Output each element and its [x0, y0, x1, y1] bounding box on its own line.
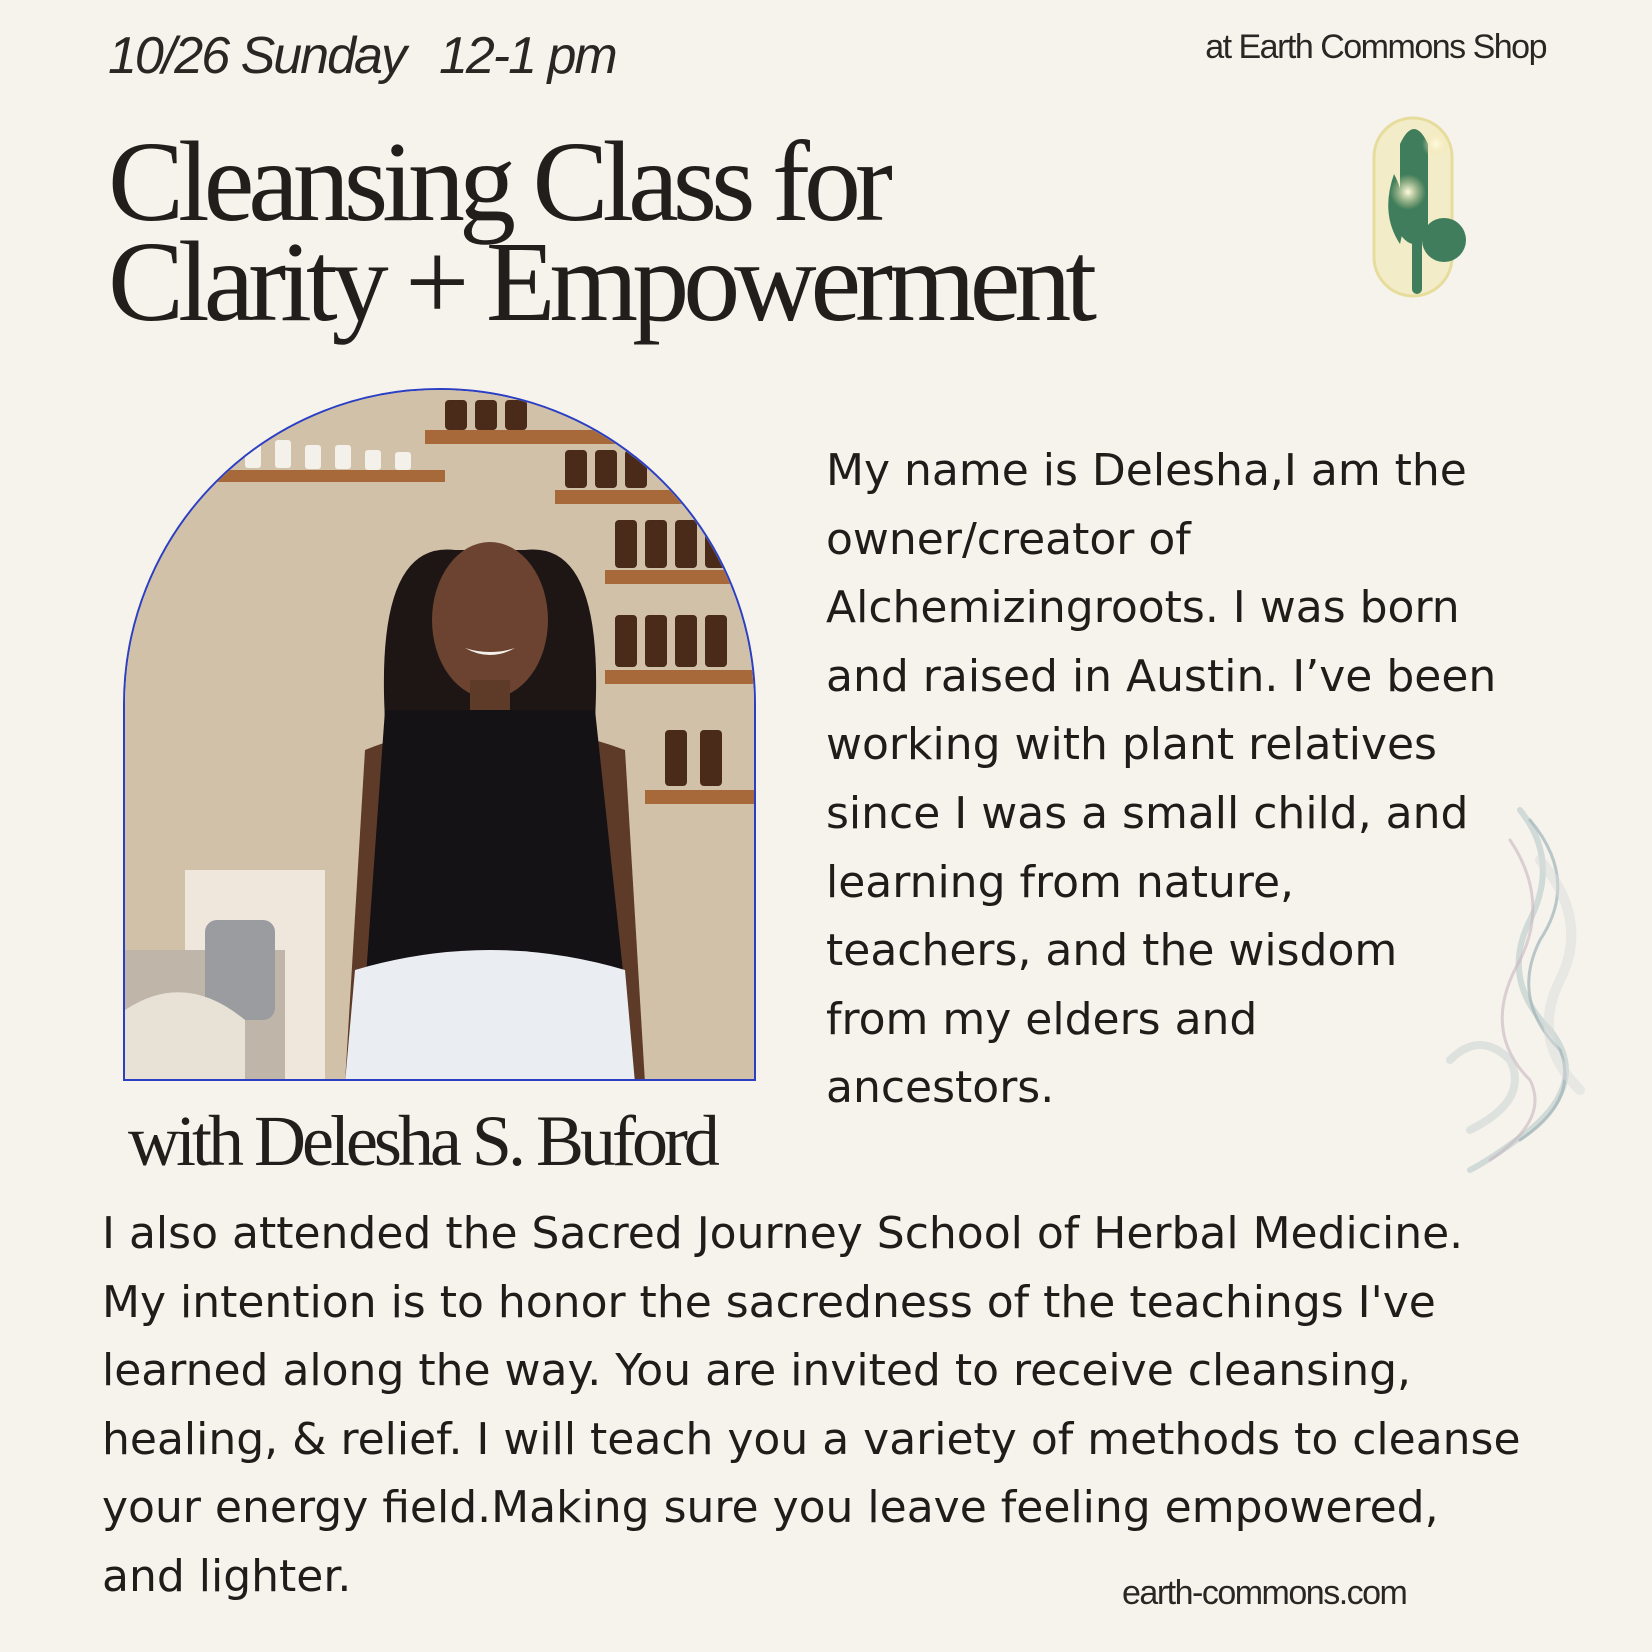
- bio-line: ancestors.: [826, 1062, 1055, 1114]
- website-url: earth-commons.com: [1122, 1574, 1407, 1612]
- description-line: healing, & relief. I will teach you a variety of methods to cleanse: [102, 1413, 1521, 1465]
- bio-line: Alchemizingroots. I was born: [826, 582, 1460, 634]
- bio-line: since I was a small child, and: [826, 787, 1469, 839]
- bio-line: owner/creator of: [826, 513, 1191, 565]
- bio-line: and raised in Austin. I’ve been: [826, 650, 1497, 702]
- event-venue: at Earth Commons Shop: [1205, 28, 1546, 66]
- smoke-illustration: [1410, 800, 1610, 1180]
- presenter-name: with Delesha S. Buford: [128, 1101, 716, 1181]
- bio-line: My name is Delesha,I am the: [826, 445, 1467, 496]
- bio-line: working with plant relatives: [826, 719, 1437, 771]
- earth-commons-logo: [1370, 114, 1490, 304]
- bio-line: teachers, and the wisdom: [826, 925, 1398, 977]
- description-line: I also attended the Sacred Journey School of Herbal Medicine.: [102, 1208, 1464, 1259]
- bio-line: from my elders and: [826, 993, 1258, 1045]
- title-line: Cleansing Class for: [108, 118, 887, 245]
- event-datetime: [108, 26, 616, 86]
- title-line: Clarity + Empowerment: [108, 218, 1092, 345]
- bio-line: learning from nature,: [826, 856, 1295, 908]
- class-description: [102, 1200, 1521, 1612]
- description-line: your energy field.Making sure you leave feeling empowered,: [102, 1482, 1439, 1534]
- description-line: and lighter.: [102, 1550, 352, 1602]
- presenter-photo: [123, 388, 756, 1081]
- event-title: [108, 118, 1092, 345]
- event-date: 10/26 Sunday: [108, 27, 405, 85]
- event-time: 12-1 pm: [438, 27, 616, 85]
- description-line: learned along the way. You are invited to receive cleansing,: [102, 1345, 1412, 1397]
- description-line: My intention is to honor the sacredness of the teachings I've: [102, 1276, 1436, 1328]
